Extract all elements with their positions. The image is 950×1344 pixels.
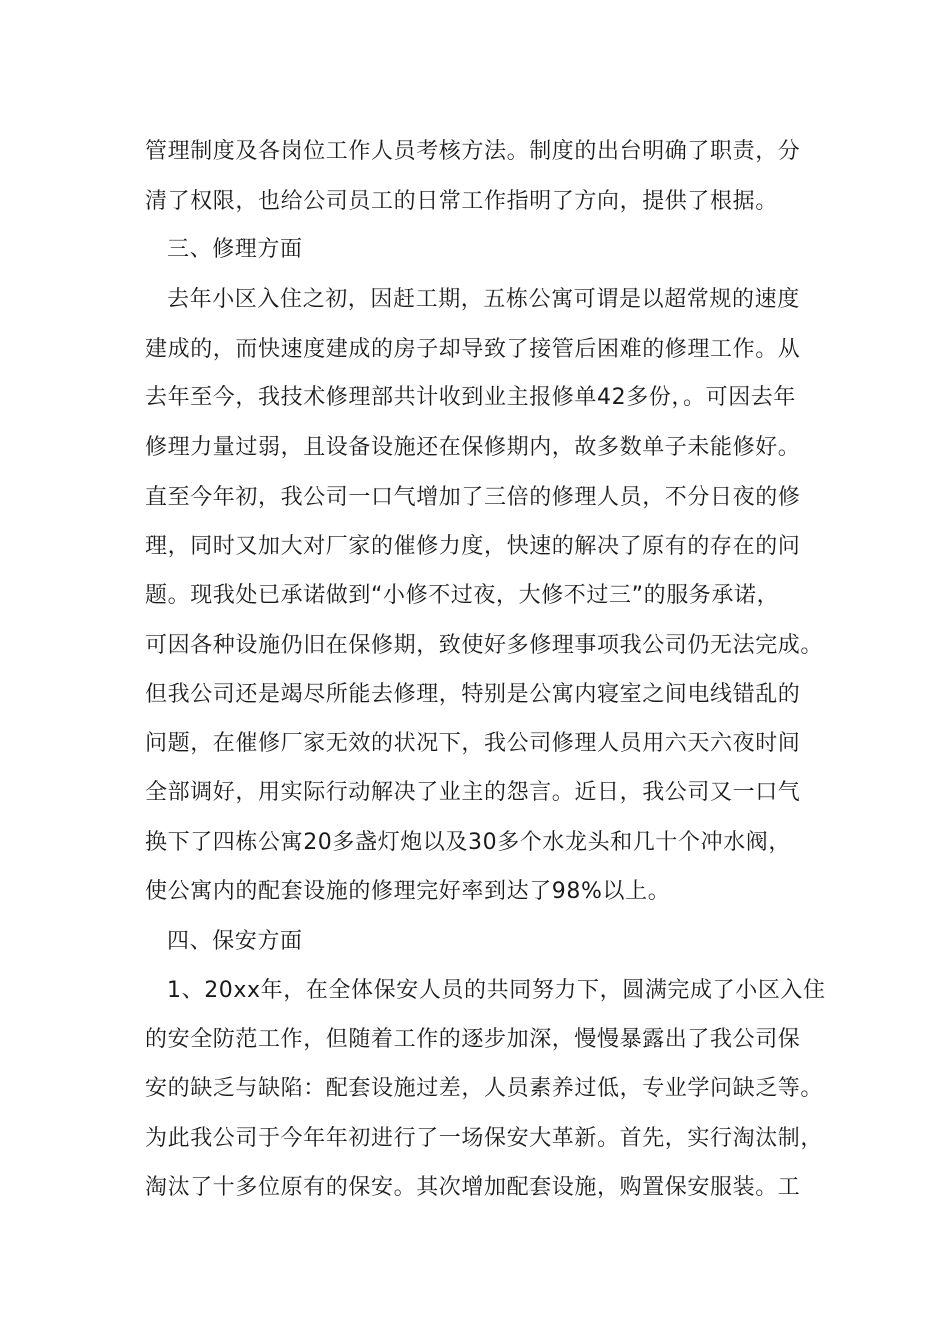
body-text-line: 可因各种设施仍旧在保修期，致使好多修理事项我公司仍无法完成。 <box>145 633 824 658</box>
section-heading-security: 四、保安方面 <box>167 929 303 954</box>
body-text-line: 去年小区入住之初，因赶工期，五栋公寓可谓是以超常规的速度 <box>167 287 800 312</box>
body-text-line: 修理力量过弱，且设备设施还在保修期内，故多数单子未能修好。 <box>145 435 801 460</box>
body-text-line: 建成的，而快速度建成的房子却导致了接管后困难的修理工作。从 <box>145 337 801 362</box>
body-text-line: 清了权限，也给公司员工的日常工作指明了方向，提供了根据。 <box>145 189 778 214</box>
body-text-line: 题。现我处已承诺做到“小修不过夜，大修不过三”的服务承诺， <box>145 583 780 608</box>
body-text-line: 管理制度及各岗位工作人员考核方法。制度的出台明确了职责，分 <box>145 139 801 164</box>
body-text-line: 为此我公司于今年年初进行了一场保安大革新。首先，实行淘汰制， <box>145 1126 824 1151</box>
body-text-line: 换下了四栋公寓20多盏灯炮以及30多个水龙头和几十个冲水阀， <box>145 830 791 855</box>
body-text-line: 理，同时又加大对厂家的催修力度，快速的解决了原有的存在的问 <box>145 534 801 559</box>
body-text-line: 问题，在催修厂家无效的状况下，我公司修理人员用六天六夜时间 <box>145 731 801 756</box>
body-text-line: 去年至今，我技术修理部共计收到业主报修单42多份，。可因去年 <box>145 385 796 410</box>
body-text-line: 淘汰了十多位原有的保安。其次增加配套设施，购置保安服装。工 <box>145 1175 801 1200</box>
body-text-line: 但我公司还是竭尽所能去修理，特别是公寓内寝室之间电线错乱的 <box>145 682 801 707</box>
section-heading-repair: 三、修理方面 <box>167 237 303 262</box>
body-text-line: 全部调好，用实际行动解决了业主的怨言。近日，我公司又一口气 <box>145 780 801 805</box>
body-text-line: 安的缺乏与缺陷：配套设施过差，人员素养过低，专业学问缺乏等。 <box>145 1076 824 1101</box>
body-text-line: 的安全防范工作，但随着工作的逐步加深，慢慢暴露出了我公司保 <box>145 1027 801 1052</box>
body-text-line: 使公寓内的配套设施的修理完好率到达了98%以上。 <box>145 879 671 904</box>
body-text-line: 直至今年初，我公司一口气增加了三倍的修理人员，不分日夜的修 <box>145 485 801 510</box>
body-text-line: 1、20xx年，在全体保安人员的共同努力下，圆满完成了小区入住 <box>167 978 826 1003</box>
